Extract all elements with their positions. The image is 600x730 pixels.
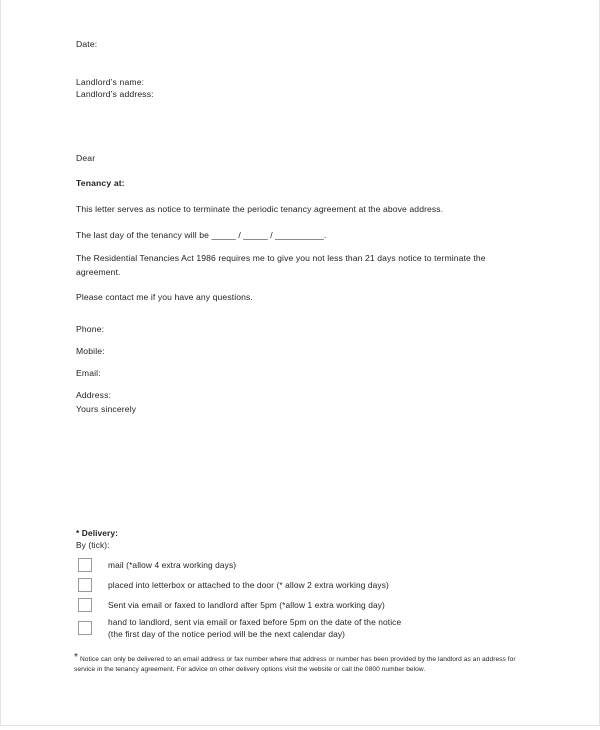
delivery-option-mail-label [108, 559, 236, 571]
footnote-asterisk-marker: * [74, 652, 78, 663]
delivery-section [76, 527, 521, 641]
contact-block [76, 318, 111, 406]
salutation [76, 152, 95, 164]
delivery-subtitle: By (tick): [76, 540, 110, 550]
delivery-option-hand-label [108, 616, 401, 640]
delivery-option-email-fax-line1: Sent via email or faxed to landlord after 5pm (*allow 1 extra working day) [108, 600, 385, 610]
checkbox-email-fax[interactable] [78, 598, 92, 612]
landlord-block [76, 76, 154, 100]
delivery-option-hand-line1: hand to landlord, sent via email or faxed before 5pm on the date of the notice [108, 617, 402, 627]
checkbox-hand[interactable] [78, 621, 92, 635]
delivery-option-email-fax-label [108, 599, 385, 611]
sign-off-text: Yours sincerely [76, 404, 137, 414]
delivery-option-letterbox-label [108, 579, 389, 591]
subject-heading [76, 177, 125, 189]
phone-label: Phone: [76, 324, 105, 334]
mobile-label: Mobile: [76, 346, 105, 356]
paragraph-last-day: The last day of the tenancy will be _____ / _____ / __________. [76, 230, 327, 240]
delivery-options-list [76, 555, 521, 641]
delivery-option-hand[interactable] [76, 615, 521, 641]
subject-heading-text: Tenancy at: [76, 178, 125, 188]
delivery-option-mail[interactable] [76, 555, 521, 575]
delivery-option-email-fax[interactable] [76, 595, 521, 615]
delivery-option-letterbox[interactable] [76, 575, 521, 595]
landlord-address-label: Landlord’s address: [76, 89, 154, 99]
delivery-option-hand-line2: (the first day of the notice period will be the next calendar day) [108, 629, 346, 639]
paragraph-notice: This letter serves as notice to terminate the periodic tenancy agreement at the above address. [76, 204, 444, 214]
salutation-text: Dear [76, 153, 96, 163]
footnote [74, 652, 524, 675]
paragraph-contact-invite: Please contact me if you have any questions. [76, 292, 253, 302]
delivery-option-mail-line1: mail (*allow 4 extra working days) [108, 560, 237, 570]
paragraph-act-reference: The Residential Tenancies Act 1986 requires me to give you not less than 21 days notice to terminate the agreement. [76, 253, 486, 277]
landlord-name-label: Landlord’s name: [76, 77, 145, 87]
checkbox-mail[interactable] [78, 558, 92, 572]
date-block [76, 38, 97, 50]
address-label: Address: [76, 390, 112, 400]
delivery-option-letterbox-line1: placed into letterbox or attached to the door (* allow 2 extra working days) [108, 580, 389, 590]
delivery-title: * Delivery: [76, 528, 119, 538]
sign-off [76, 403, 136, 415]
date-label: Date: [76, 39, 98, 49]
checkbox-letterbox[interactable] [78, 578, 92, 592]
email-label: Email: [76, 368, 101, 378]
footnote-text: Notice can only be delivered to an email address or fax number where that address or number has been provided by the landlord as an address for service in the tenancy agreement. For advice on other delivery options visit the website or call the 0800 number below. [74, 656, 516, 673]
